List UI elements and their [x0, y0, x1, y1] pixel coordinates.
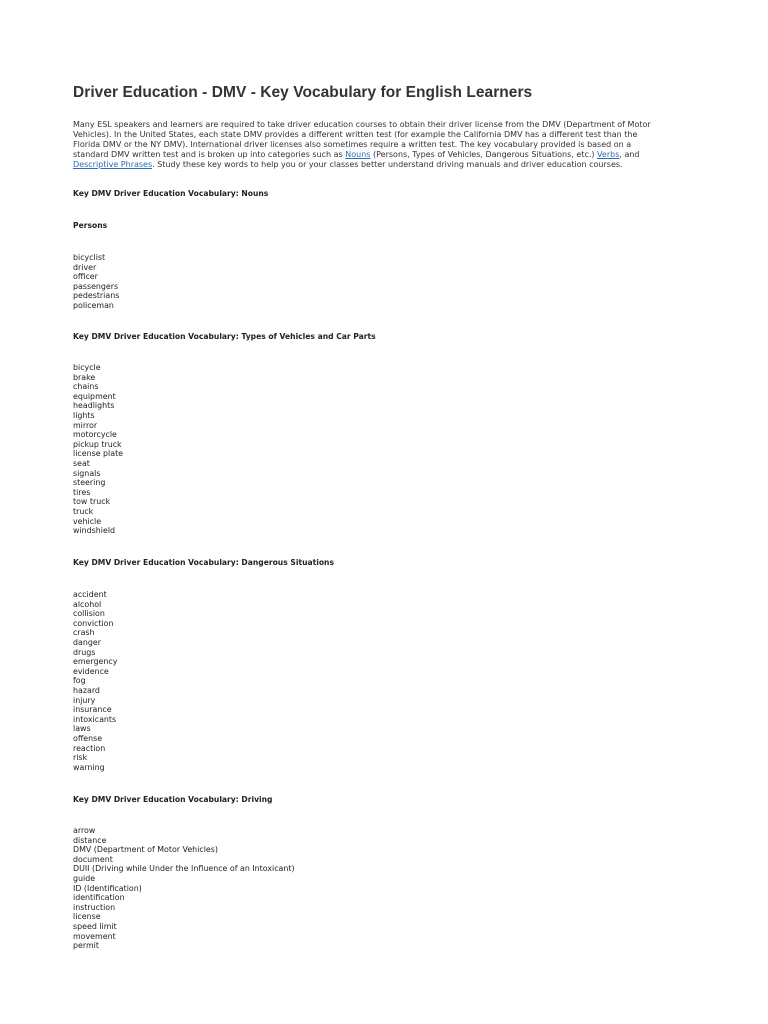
vocabulary-item: instruction [73, 902, 116, 912]
vocabulary-item: bicyclist [73, 253, 106, 262]
vocabulary-item: license plate [73, 449, 124, 459]
vocabulary-item: passengers [73, 281, 119, 291]
vocabulary-item: emergency [73, 657, 118, 667]
vocabulary-item: pickup truck [73, 439, 122, 449]
vocabulary-item: signals [73, 468, 101, 478]
vocabulary-item: tow truck [73, 497, 111, 507]
persons-word-list [73, 253, 119, 311]
intro-line-5-end: . Study these key words to help you or your classes better understand driving manuals and driver education courses. [152, 160, 623, 169]
vocabulary-item: accident [73, 590, 107, 599]
vocabulary-item: fog [73, 676, 86, 686]
vocabulary-item: speed limit [73, 921, 117, 931]
intro-line-1: Many ESL speakers and learners are required to take driver education courses to obtain their driver license from the DMV (Department of Motor [73, 120, 651, 129]
vocabulary-item: injury [73, 695, 96, 705]
vocabulary-item: distance [73, 835, 107, 845]
vocabulary-item: chains [73, 382, 99, 392]
vocabulary-item: hazard [73, 685, 100, 695]
intro-line-5 [73, 160, 693, 170]
vocabulary-item: truck [73, 506, 94, 516]
intro-line-4-end: , and [619, 150, 640, 159]
vehicles-word-list [73, 363, 123, 536]
vocabulary-item: insurance [73, 705, 112, 715]
vocabulary-item: identification [73, 893, 125, 903]
vocabulary-item: officer [73, 272, 98, 282]
vocabulary-item: lights [73, 410, 95, 420]
vocabulary-item: drugs [73, 647, 96, 657]
vocabulary-item: vehicle [73, 516, 102, 526]
dangerous-situations-word-list [73, 590, 117, 772]
nouns-section-heading: Key DMV Driver Education Vocabulary: Nouns [73, 189, 269, 198]
vocabulary-item: crash [73, 628, 95, 638]
vocabulary-item: conviction [73, 618, 114, 628]
vocabulary-item: warning [73, 762, 105, 772]
vocabulary-item: license [73, 912, 101, 922]
intro-line-4 [73, 150, 693, 160]
vocabulary-item: evidence [73, 666, 109, 676]
vocabulary-item: windshield [73, 526, 116, 536]
nouns-link[interactable]: Nouns [345, 150, 371, 159]
vocabulary-item: pedestrians [73, 291, 120, 301]
driving-section-heading: Key DMV Driver Education Vocabulary: Driving [73, 795, 273, 804]
vocabulary-item: seat [73, 458, 90, 468]
vocabulary-item: ID (Identification) [73, 883, 142, 893]
page-title: Driver Education - DMV - Key Vocabulary for English Learners [73, 84, 533, 101]
vocabulary-item: headlights [73, 401, 115, 411]
vocabulary-item: risk [73, 753, 88, 763]
vocabulary-item: alcohol [73, 599, 102, 609]
vocabulary-item: brake [73, 372, 96, 382]
verbs-link[interactable]: Verbs [597, 150, 620, 159]
intro-line-4-start: standard DMV written test and is broken up into categories such as [73, 150, 346, 159]
vocabulary-item: reaction [73, 743, 106, 753]
vocabulary-item: movement [73, 931, 116, 941]
vocabulary-item: policeman [73, 300, 114, 310]
vocabulary-item: steering [73, 478, 106, 488]
vocabulary-item: guide [73, 873, 96, 883]
vocabulary-item: arrow [73, 826, 96, 835]
driving-word-list [73, 826, 295, 951]
vocabulary-item: permit [73, 941, 99, 951]
persons-subheading: Persons [73, 221, 108, 230]
vocabulary-item: tires [73, 487, 91, 497]
vocabulary-item: driver [73, 262, 97, 272]
vocabulary-item: document [73, 854, 113, 864]
vocabulary-item: bicycle [73, 363, 101, 372]
intro-paragraph [73, 120, 693, 170]
dangerous-situations-section-heading: Key DMV Driver Education Vocabulary: Dangerous Situations [73, 558, 334, 567]
vocabulary-item: equipment [73, 391, 116, 401]
vocabulary-item: DMV (Department of Motor Vehicles) [73, 845, 218, 855]
intro-line-3: Florida DMV or the NY DMV). International driver licenses also sometimes require a written test. The key vocabulary provided is based on a [73, 140, 632, 149]
vocabulary-item: collision [73, 609, 105, 619]
vocabulary-item: danger [73, 637, 101, 647]
vocabulary-item: offense [73, 733, 103, 743]
intro-line-4-middle: (Persons, Types of Vehicles, Dangerous Situations, etc.) [370, 150, 598, 159]
vocabulary-item: motorcycle [73, 430, 117, 440]
vehicles-section-heading: Key DMV Driver Education Vocabulary: Types of Vehicles and Car Parts [73, 332, 376, 341]
vocabulary-item: mirror [73, 420, 98, 430]
vocabulary-item: laws [73, 724, 91, 734]
vocabulary-item: DUII (Driving while Under the Influence of an Intoxicant) [73, 864, 295, 874]
vocabulary-item: intoxicants [73, 714, 117, 724]
descriptive-phrases-link[interactable]: Descriptive Phrases [73, 160, 153, 169]
intro-line-2: Vehicles). In the United States, each state DMV provides a different written test (for example the California DMV has a different test than the [73, 130, 638, 139]
